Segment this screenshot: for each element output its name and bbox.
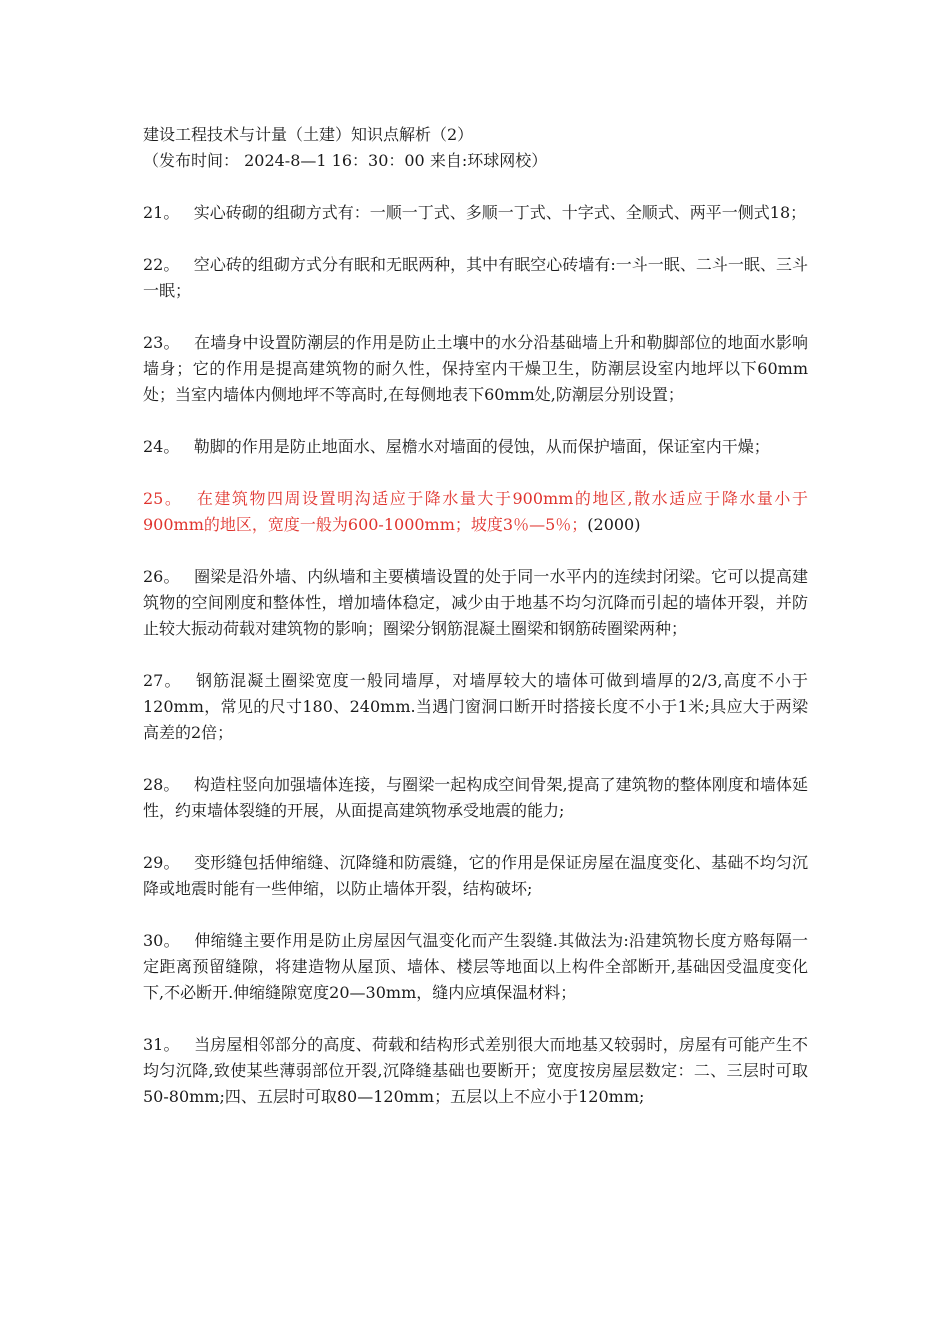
item-text: 空心砖的组砌方式分有眠和无眠两种，其中有眠空心砖墙有:一斗一眠、二斗一眠、三斗一眠； (143, 255, 808, 300)
knowledge-item-22 (143, 252, 808, 304)
item-text: 在墙身中设置防潮层的作用是防止土壤中的水分沿基础墙上升和勒脚部位的地面水影响墙身；它的作用是提高建筑物的耐久性，保持室内干燥卫生，防潮层设室内地坪以下60mm处；当室内墙体内侧地坪不等高时,在每侧地表下60mm处,防潮层分别设置； (143, 333, 808, 404)
item-text: 钢筋混凝土圈梁宽度一般同墙厚，对墙厚较大的墙体可做到墙厚的2/3,高度不小于120mm，常见的尺寸180、240mm.当遇门窗洞口断开时搭接长度不小于1米;具应大于两梁高差的2倍； (143, 671, 808, 742)
item-number: 24。 (143, 437, 180, 456)
item-number: 30。 (143, 931, 180, 950)
publish-info: （发布时间： 2024-8—1 16：30：00 来自:环球网校） (143, 151, 548, 170)
item-number: 21。 (143, 203, 180, 222)
item-text: 在建筑物四周设置明沟适应于降水量大于900mm的地区,散水适应于降水量小于900mm的地区，宽度一般为600-1000mm；坡度3％—5％； (143, 489, 808, 534)
knowledge-item-28 (143, 772, 808, 824)
knowledge-item-30 (143, 928, 808, 1006)
item-number: 25。 (143, 489, 183, 508)
item-number: 29。 (143, 853, 180, 872)
item-number: 27。 (143, 671, 182, 690)
item-number: 31。 (143, 1035, 180, 1054)
item-number: 28。 (143, 775, 180, 794)
knowledge-item-26 (143, 564, 808, 642)
knowledge-item-29 (143, 850, 808, 902)
document-page (143, 122, 808, 1136)
knowledge-item-25-highlighted (143, 486, 808, 538)
item-text: 当房屋相邻部分的高度、荷载和结构形式差别很大而地基又较弱时，房屋有可能产生不均匀沉降,致使某些薄弱部位开裂,沉降缝基础也要断开；宽度按房屋层数定：二、三层时可取50-80mm;四、五层时可取80—120mm；五层以上不应小于120mm; (143, 1035, 808, 1106)
document-title: 建设工程技术与计量（土建）知识点解析（2） (143, 125, 474, 144)
item-text: 变形缝包括伸缩缝、沉降缝和防震缝，它的作用是保证房屋在温度变化、基础不均匀沉降或地震时能有一些伸缩，以防止墙体开裂，结构破坏; (143, 853, 808, 898)
knowledge-item-24 (143, 434, 808, 460)
item-number: 26。 (143, 567, 180, 586)
item-number: 22。 (143, 255, 180, 274)
knowledge-item-21 (143, 200, 808, 226)
item-text: 勒脚的作用是防止地面水、屋檐水对墙面的侵蚀，从而保护墙面，保证室内干燥； (193, 437, 770, 456)
item-year-note: (2000) (587, 515, 641, 534)
item-text: 构造柱竖向加强墙体连接，与圈梁一起构成空间骨架,提高了建筑物的整体刚度和墙体延性，约束墙体裂缝的开展，从面提高建筑物承受地震的能力; (143, 775, 808, 820)
item-number: 23。 (143, 333, 180, 352)
knowledge-item-27 (143, 668, 808, 746)
item-text: 圈梁是沿外墙、内纵墙和主要横墙设置的处于同一水平内的连续封闭梁。它可以提高建筑物的空间刚度和整体性，增加墙体稳定，减少由于地基不均匀沉降而引起的墙体开裂，并防止较大振动荷载对建筑物的影响；圈梁分钢筋混凝土圈梁和钢筋砖圈梁两种； (143, 567, 808, 638)
knowledge-item-23 (143, 330, 808, 408)
knowledge-item-31 (143, 1032, 808, 1110)
item-text: 伸缩缝主要作用是防止房屋因气温变化而产生裂缝.其做法为:沿建筑物长度方赂每隔一定距离预留缝隙，将建造物从屋顶、墙体、楼层等地面以上构件全部断开,基础因受温度变化下,不必断开.伸缩缝隙宽度20—30mm，缝内应填保温材料； (143, 931, 808, 1002)
item-text: 实心砖砌的组砌方式有：一顺一丁式、多顺一丁式、十字式、全顺式、两平一侧式18； (193, 203, 807, 222)
